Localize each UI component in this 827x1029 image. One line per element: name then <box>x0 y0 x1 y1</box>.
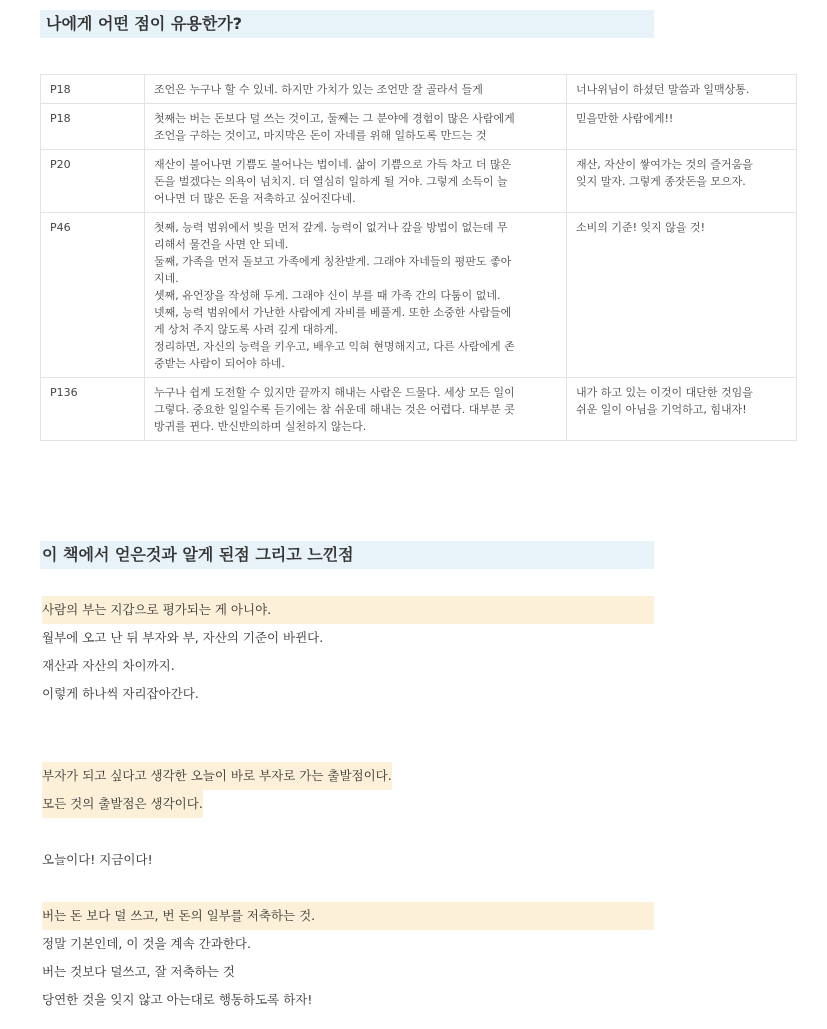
table-row <box>41 213 797 378</box>
note-cell: 소비의 기준! 잊지 않을 것! <box>567 213 797 378</box>
reflection-block <box>40 846 660 874</box>
reflection-block <box>40 902 660 1014</box>
text-line: 오늘이다! 지금이다! <box>42 852 153 867</box>
text-line: 버는 것보다 덜쓰고, 잘 저축하는 것 <box>42 964 235 979</box>
table-row <box>41 75 797 104</box>
quote-cell: 재산이 불어나면 기쁨도 불어나는 법이네. 삶이 기쁨으로 가득 차고 더 많은 돈을 벌겠다는 의욕이 넘치지. 더 열심히 일하게 될 거야. 그렇게 소득이 늘 어나면 더 많은 돈을 저축하고 싶어진다네. <box>145 150 567 213</box>
section-title-useful: 나에게 어떤 점이 유용한가? <box>40 10 654 38</box>
note-cell: 너나위님이 하셨던 말씀과 일맥상통. <box>567 75 797 104</box>
highlighted-line: 모든 것의 출발점은 생각이다. <box>42 790 203 818</box>
page-cell: P20 <box>41 150 145 213</box>
page-cell: P18 <box>41 75 145 104</box>
note-cell: 내가 하고 있는 이것이 대단한 것임을 쉬운 일이 아님을 기억하고, 힘내자! <box>567 378 797 441</box>
highlighted-line: 부자가 되고 싶다고 생각한 오늘이 바로 부자로 가는 출발점이다. <box>42 762 392 790</box>
table-row <box>41 104 797 150</box>
quote-table <box>40 74 797 441</box>
table-row <box>41 378 797 441</box>
table-row <box>41 150 797 213</box>
page-cell: P18 <box>41 104 145 150</box>
page-cell: P46 <box>41 213 145 378</box>
text-line: 재산과 자산의 차이까지. <box>42 658 175 673</box>
quote-cell: 첫째, 능력 범위에서 빚을 먼저 갚게. 능력이 없거나 갚을 방법이 없는데 무 리해서 물건을 사면 안 되네. 둘째, 가족을 먼저 돌보고 가족에게 칭찬받게. 그래야 자네들의 평판도 좋아 지네. 셋째, 유언장을 작성해 두게. 그래야 신이 부를 때 가족 간의 다툼이 없네. 넷째, 능력 범위에서 가난한 사람에게 자비를 베풀게. 또한 소중한 사람들에 게 상처 주지 않도록 사려 깊게 대하게. 정리하면, 자신의 능력을 키우고, 배우고 익혀 현명해지고, 다른 사람에게 존 중받는 사람이 되어야 하네. <box>145 213 567 378</box>
text-line: 이렇게 하나씩 자리잡아간다. <box>42 686 199 701</box>
highlighted-line: 사람의 부는 지갑으로 평가되는 게 아니야. <box>42 596 654 624</box>
page-cell: P136 <box>41 378 145 441</box>
quote-cell: 조언은 누구나 할 수 있네. 하지만 가치가 있는 조언만 잘 골라서 들게 <box>145 75 567 104</box>
text-line: 정말 기본인데, 이 것을 계속 간과한다. <box>42 936 251 951</box>
highlighted-line: 버는 돈 보다 덜 쓰고, 번 돈의 일부를 저축하는 것. <box>42 902 654 930</box>
text-line: 당연한 것을 잊지 않고 아는대로 행동하도록 하자! <box>42 992 313 1007</box>
quote-cell: 누구나 쉽게 도전할 수 있지만 끝까지 해내는 사람은 드물다. 세상 모든 일이 그렇다. 중요한 일일수록 듣기에는 참 쉬운데 해내는 것은 어렵다. 대부분 콧 방귀를 뀐다. 반신반의하며 실천하지 않는다. <box>145 378 567 441</box>
quote-cell: 첫째는 버는 돈보다 덜 쓰는 것이고, 둘째는 그 분야에 경험이 많은 사람에게 조언을 구하는 것이고, 마지막은 돈이 자네를 위해 일하도록 만드는 것 <box>145 104 567 150</box>
note-cell: 재산, 자산이 쌓여가는 것의 즐거움을 잊지 말자. 그렇게 종잣돈을 모으자. <box>567 150 797 213</box>
note-cell: 믿을만한 사람에게!! <box>567 104 797 150</box>
text-line: 월부에 오고 난 뒤 부자와 부, 자산의 기준이 바뀐다. <box>42 630 324 645</box>
section-title-takeaways: 이 책에서 얻은것과 알게 된점 그리고 느낀점 <box>40 541 654 569</box>
reflection-block <box>40 762 660 818</box>
reflection-block <box>40 596 660 708</box>
